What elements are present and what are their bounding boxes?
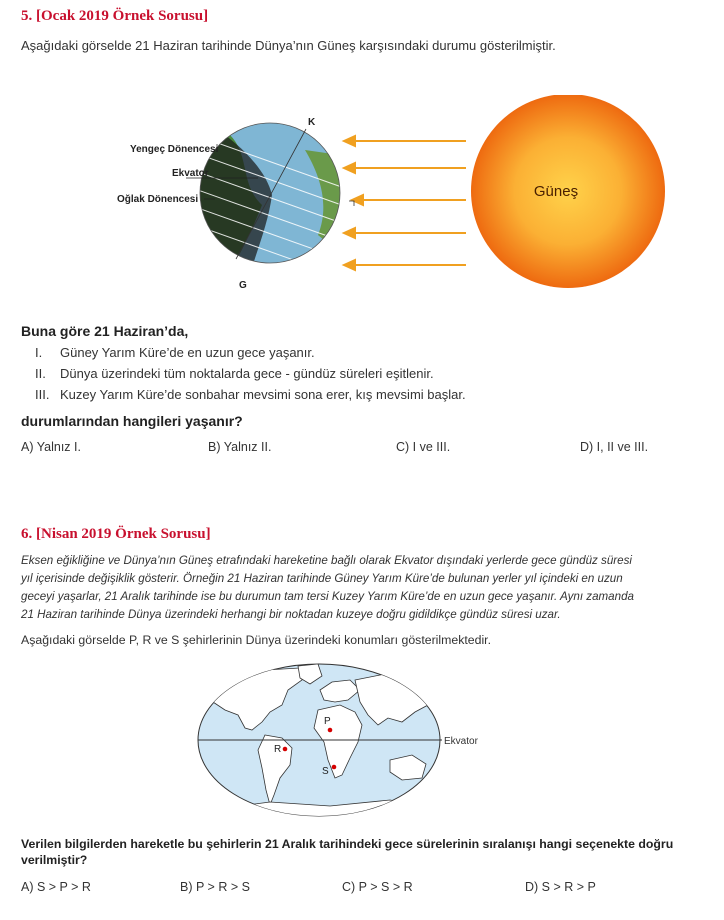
city-s-label: S [322,766,329,777]
q6-paragraph-line-2: yıl içerisinde değişiklik gösterir. Örneğin 21 Haziran tarihinde Güney Yarım Küre’de bulunan yerler yıl içindeki en uzun [21,572,623,585]
q6-question-line-2: verilmiştir? [21,853,88,867]
q6-question-line-1: Verilen bilgilerden hareketle bu şehirlerin 21 Aralık tarihindeki gece sürelerinin sıralanışı hangi seçenekte doğru [21,837,674,851]
q6-option-c[interactable]: C) P > S > R [342,880,413,894]
statement-2: Dünya üzerindeki tüm noktalarda gece - gündüz süreleri eşitlenir. [60,366,434,381]
world-map [190,660,500,830]
city-p-label: P [324,716,331,727]
q5-intro: Aşağıdaki görselde 21 Haziran tarihinde Dünya’nın Güneş karşısındaki durumu gösterilmiştir. [21,38,556,53]
label-yengec: Yengeç Dönencesi [130,144,219,155]
label-oglak: Oğlak Dönencesi [117,194,199,205]
statement-2-num: II. [35,366,46,381]
statement-3-num: III. [35,387,50,402]
earth-sun-figure [0,95,724,300]
earth-globe [195,115,350,280]
statement-1-num: I. [35,345,43,360]
q6-option-a[interactable]: A) S > P > R [21,880,91,894]
q6-paragraph-line-4: 21 Haziran tarihinde Dünya üzerindeki herhangi bir noktadan kuzeye doğru gidildikçe gündüz süresi uzar. [21,608,561,621]
q6-title: 6. [Nisan 2019 Örnek Sorusu] [21,526,211,542]
q5-option-c[interactable]: C) I ve III. [396,440,451,454]
city-s-dot [332,765,337,770]
q6-option-d[interactable]: D) S > R > P [525,880,596,894]
q6-paragraph-line-3: geceyi yaşarlar, 21 Aralık tarihinde ise bu durumun tam tersi Kuzey Yarım Küre’de en uzun gece yaşanır. Aynı zamanda [21,590,634,603]
label-ekvator: Ekvator [172,168,209,179]
q5-question: durumlarından hangileri yaşanır? [21,413,243,429]
q6-intro: Aşağıdaki görselde P, R ve S şehirlerinin Dünya üzerindeki konumları gösterilmektedir. [21,633,492,647]
statement-3: Kuzey Yarım Küre’de sonbahar mevsimi sona erer, kış mevsimi başlar. [60,387,466,402]
q5-title: 5. [Ocak 2019 Örnek Sorusu] [21,8,209,24]
label-g: G [239,280,247,291]
map-ekvator-label: Ekvator [444,736,478,747]
city-p-dot [328,728,333,733]
q5-option-a[interactable]: A) Yalnız I. [21,440,81,454]
statement-1: Güney Yarım Küre’de en uzun gece yaşanır. [60,345,315,360]
q5-stem: Buna göre 21 Haziran’da, [21,323,189,339]
label-k: K [308,117,316,128]
q6-option-b[interactable]: B) P > R > S [180,880,250,894]
q5-option-b[interactable]: B) Yalnız II. [208,440,272,454]
sun-label: Güneş [533,183,579,200]
city-r-dot [283,747,288,752]
q6-paragraph-line-1: Eksen eğikliğine ve Dünya’nın Güneş etrafındaki hareketine bağlı olarak Ekvator dışındaki yerlerde gece gündüz süresi [21,554,632,567]
q5-option-d[interactable]: D) I, II ve III. [580,440,649,454]
city-r-label: R [274,744,282,755]
